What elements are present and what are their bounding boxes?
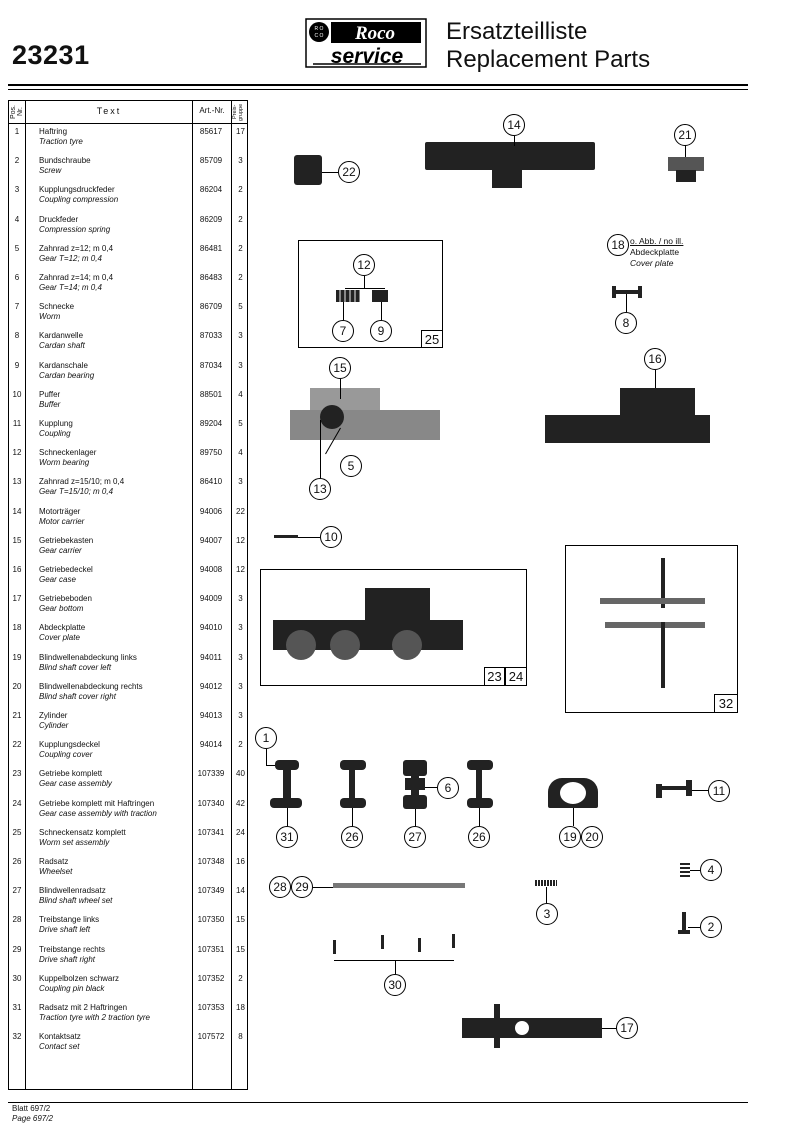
- part-position: 24: [12, 798, 22, 808]
- part-name-english: Worm set assembly: [39, 837, 110, 847]
- header-pos: Pos. Nr.: [10, 105, 24, 120]
- assembly-tag-32: 32: [714, 694, 738, 713]
- part-name-german: Getriebe komplett: [39, 769, 103, 779]
- table-row: [9, 649, 247, 678]
- header-art-nr: Art.-Nr.: [199, 106, 225, 115]
- gear-case-base: [545, 415, 710, 443]
- wheelset-26b-bottom: [467, 798, 493, 808]
- part-position: 32: [12, 1032, 22, 1042]
- part-name-german: Zahnrad z=12; m 0,4: [39, 243, 114, 253]
- part-position: 29: [12, 944, 22, 954]
- callout-3: 3: [536, 903, 558, 925]
- coupling-hook: [686, 780, 692, 796]
- price-group: 8: [238, 1032, 243, 1042]
- part-name-german: Getriebedeckel: [39, 565, 93, 574]
- callout-10: 10: [320, 526, 342, 548]
- cardan-bearing-part: [372, 290, 388, 302]
- article-number: 86410: [199, 477, 223, 487]
- coupling-cover-part: [294, 155, 322, 185]
- part-position: 3: [14, 185, 20, 195]
- price-group: 3: [238, 681, 243, 691]
- wheelset-26b-top: [467, 760, 493, 770]
- wheelset-31-bottom: [270, 798, 302, 808]
- price-group: 2: [238, 185, 243, 195]
- part-name-english: Gear T=15/10; m 0,4: [39, 487, 114, 497]
- assembly-tag-24: 24: [505, 667, 527, 686]
- price-group: 18: [236, 1003, 245, 1012]
- gear-carrier-part: [290, 410, 440, 440]
- part-name-german: Radsatz mit 2 Haftringen: [39, 1003, 128, 1012]
- price-group: 24: [236, 827, 245, 837]
- gear-assembly-top: [365, 588, 430, 622]
- part-name-german: Schneckensatz komplett: [39, 827, 126, 837]
- worm-part: [336, 290, 360, 302]
- article-number: 107341: [197, 827, 225, 837]
- part-position: 28: [12, 915, 22, 925]
- wheelset-31-top: [275, 760, 299, 770]
- part-name-english: Drive shaft left: [39, 925, 91, 935]
- part-name-german: Schneckenlager: [39, 448, 97, 458]
- callout-27: 27: [404, 826, 426, 848]
- part-position: 7: [14, 302, 20, 312]
- part-position: 22: [12, 740, 22, 750]
- part-position: 1: [14, 127, 20, 136]
- article-number: 87034: [199, 360, 223, 370]
- table-row: [9, 941, 247, 970]
- contact-set-vertical-2: [661, 622, 665, 688]
- table-row: [9, 240, 247, 269]
- callout-17: 17: [616, 1017, 638, 1039]
- part-name-english: Coupling: [39, 429, 71, 438]
- price-group: 2: [238, 273, 243, 282]
- roco-service-logo: [305, 18, 427, 68]
- table-row: [9, 561, 247, 590]
- parts-table: [8, 100, 248, 1090]
- article-number: 86204: [199, 185, 223, 195]
- table-row: [9, 619, 247, 648]
- table-row: [9, 152, 247, 181]
- part-name-english: Motor carrier: [39, 516, 85, 526]
- table-row: [9, 678, 247, 707]
- callout-8: 8: [615, 312, 637, 334]
- part-position: 10: [12, 389, 22, 399]
- table-header: [9, 101, 247, 124]
- table-row: [9, 503, 247, 532]
- price-group: 42: [236, 798, 245, 808]
- coupling-spring-part: [535, 880, 557, 886]
- price-group: 15: [236, 915, 245, 925]
- article-number: 89204: [199, 419, 223, 428]
- footer-rule: [8, 1102, 748, 1103]
- article-number: 107353: [197, 1003, 225, 1012]
- contact-set-bar-1: [600, 598, 705, 604]
- table-row: [9, 853, 247, 882]
- price-group: 15: [236, 944, 245, 954]
- screw-head: [678, 930, 690, 934]
- assembly-tag-25: 25: [421, 330, 443, 348]
- table-row: [9, 444, 247, 473]
- part-name-german: Zahnrad z=15/10; m 0,4: [39, 477, 125, 487]
- part-name-english: Wheelset: [39, 867, 73, 876]
- callout-26a: 26: [341, 826, 363, 848]
- part-name-german: Haftring: [39, 127, 68, 136]
- gear-assembly-wheel-3: [392, 630, 422, 660]
- article-number: 88501: [199, 389, 223, 399]
- table-row: [9, 298, 247, 327]
- cylinder-part: [668, 157, 704, 171]
- part-name-english: Coupling compression: [39, 195, 119, 205]
- wheelset-26a-top: [340, 760, 366, 770]
- table-row: [9, 327, 247, 356]
- gear-bottom-hole: [515, 1021, 529, 1035]
- title-german: Ersatzteilliste: [446, 18, 588, 45]
- part-name-german: Kontaktsatz: [39, 1032, 81, 1042]
- price-group: 2: [238, 740, 243, 750]
- coupling-pin-2: [381, 935, 384, 949]
- callout-7: 7: [332, 320, 354, 342]
- callout-13: 13: [309, 478, 331, 500]
- part-position: 20: [12, 681, 22, 691]
- part-position: 2: [14, 156, 20, 166]
- article-number: 94011: [200, 652, 222, 662]
- callout-26b: 26: [468, 826, 490, 848]
- table-row: [9, 532, 247, 561]
- part-name-english: Worm: [39, 312, 61, 322]
- table-row: [9, 590, 247, 619]
- callout-11: 11: [708, 780, 730, 802]
- header-rule-thin: [8, 89, 748, 90]
- buffer-part: [274, 535, 298, 538]
- callout-19: 19: [559, 826, 581, 848]
- article-number: 94009: [199, 594, 223, 604]
- table-row: [9, 882, 247, 911]
- callout-21: 21: [674, 124, 696, 146]
- callout-18: 18: [607, 234, 629, 256]
- table-row: [9, 999, 247, 1028]
- header-rule: [8, 84, 748, 86]
- article-number: 94007: [199, 535, 223, 545]
- screw-part: [682, 912, 686, 932]
- price-group: 2: [238, 973, 243, 983]
- article-number: 107339: [197, 769, 225, 779]
- header-price-group: Preis-gruppe: [232, 103, 244, 121]
- callout-29: 29: [291, 876, 313, 898]
- price-group: 12: [236, 535, 245, 545]
- article-number: 86709: [199, 302, 223, 312]
- price-group: 3: [238, 711, 243, 720]
- part-name-german: Blindwellenradsatz: [39, 886, 106, 896]
- price-group: 5: [238, 419, 243, 428]
- callout-30: 30: [384, 974, 406, 996]
- table-row: [9, 824, 247, 853]
- price-group: 3: [238, 331, 243, 341]
- part-position: 31: [12, 1003, 22, 1012]
- part-position: 30: [12, 973, 22, 983]
- article-number: 87033: [199, 331, 223, 341]
- part-position: 19: [12, 652, 22, 662]
- article-number: 107352: [197, 973, 225, 983]
- price-group: 3: [238, 360, 243, 370]
- assembly-tag-23: 23: [484, 667, 505, 686]
- part-name-english: Screw: [39, 166, 62, 176]
- part-name-german: Motorträger: [39, 506, 81, 516]
- part-name-english: Gear T=14; m 0,4: [39, 283, 102, 292]
- cardan-shaft-end-left: [612, 286, 616, 298]
- svg-text:Roco: Roco: [354, 23, 396, 44]
- part-position: 16: [12, 565, 22, 574]
- part-position: 5: [14, 243, 20, 253]
- svg-text:service: service: [330, 45, 404, 68]
- article-number: 94012: [199, 681, 223, 691]
- callout-16: 16: [644, 348, 666, 370]
- part-position: 23: [12, 769, 22, 779]
- part-name-english: Worm bearing: [39, 458, 90, 468]
- title-english: Replacement Parts: [446, 46, 651, 73]
- article-number: 107340: [197, 798, 225, 808]
- gear-assembly-wheel-1: [286, 630, 316, 660]
- table-row: [9, 181, 247, 210]
- part-name-german: Getriebe komplett mit Haftringen: [39, 798, 155, 808]
- price-group: 17: [236, 127, 245, 136]
- gear-13-part: [320, 405, 344, 429]
- part-position: 8: [14, 331, 20, 341]
- contact-set-frame: [565, 545, 738, 713]
- part-name-english: Gear case assembly with traction: [39, 808, 157, 818]
- article-number: 107349: [197, 886, 225, 896]
- part-name-english: Compression spring: [39, 224, 111, 234]
- model-number: 23231: [12, 40, 90, 70]
- table-row: [9, 473, 247, 502]
- part-position: 25: [12, 827, 22, 837]
- part-position: 18: [12, 623, 22, 633]
- table-row: [9, 707, 247, 736]
- cardan-shaft-end-right: [638, 286, 642, 298]
- sheet-number: Blatt 697/2: [12, 1104, 51, 1113]
- article-number: 86483: [199, 273, 223, 282]
- price-group: 40: [236, 769, 245, 779]
- price-group: 3: [238, 652, 243, 662]
- price-group: 3: [238, 623, 243, 633]
- article-number: 107350: [197, 915, 225, 925]
- part-name-english: Contact set: [39, 1042, 80, 1052]
- header-text: Text: [96, 106, 122, 116]
- table-row: [9, 911, 247, 940]
- article-number: 94013: [199, 711, 223, 720]
- article-number: 94014: [199, 740, 223, 750]
- part-name-english: Gear case: [39, 575, 76, 584]
- price-group: 3: [238, 156, 243, 166]
- svg-text:R O: R O: [314, 26, 324, 32]
- part-name-english: Gear carrier: [39, 545, 82, 555]
- callout-4: 4: [700, 859, 722, 881]
- article-number: 86209: [199, 214, 223, 224]
- part-name-english: Coupling pin black: [39, 983, 105, 993]
- price-group: 3: [238, 477, 243, 487]
- part-name-english: Cover plate: [39, 633, 80, 643]
- blind-wheelset-27-bottom: [403, 795, 427, 809]
- part-name-german: Getriebekasten: [39, 535, 94, 545]
- part-position: 6: [14, 273, 20, 282]
- part-name-english: Blind shaft cover right: [39, 691, 116, 701]
- callout-22: 22: [338, 161, 360, 183]
- cover-plate-note: o. Abb. / no ill. Abdeckplatte Cover plate: [630, 236, 684, 268]
- part-name-german: Kardanschale: [39, 360, 88, 370]
- part-position: 4: [14, 214, 20, 224]
- table-row: [9, 765, 247, 794]
- callout-1: 1: [255, 727, 277, 749]
- contact-set-bar-2: [605, 622, 705, 628]
- part-name-english: Cardan shaft: [39, 341, 85, 351]
- price-group: 3: [238, 594, 243, 604]
- wheelset-26a-bottom: [340, 798, 366, 808]
- part-name-german: Radsatz: [39, 857, 69, 866]
- article-number: 85617: [199, 127, 223, 136]
- part-name-german: Abdeckplatte: [39, 623, 86, 633]
- part-name-german: Kupplungsdruckfeder: [39, 185, 115, 195]
- motor-carrier-foot: [492, 168, 522, 188]
- callout-14: 14: [503, 114, 525, 136]
- coupling-pin-1: [333, 940, 336, 954]
- blind-wheelset-27-gear: [405, 778, 425, 790]
- part-name-english: Cardan bearing: [39, 370, 95, 380]
- part-name-english: Coupling cover: [39, 750, 93, 760]
- part-name-german: Blindwellenabdeckung links: [39, 652, 137, 662]
- callout-12: 12: [353, 254, 375, 276]
- part-position: 12: [12, 448, 22, 458]
- blind-shaft-cover-hole: [560, 782, 586, 804]
- article-number: 85709: [199, 156, 223, 166]
- price-group: 16: [236, 857, 245, 866]
- article-number: 89750: [199, 448, 223, 458]
- part-name-german: Kuppelbolzen schwarz: [39, 973, 120, 983]
- part-position: 15: [12, 535, 22, 545]
- price-group: 2: [238, 214, 243, 224]
- page-number: Page 697/2: [12, 1114, 53, 1123]
- gear-bottom-part: [462, 1018, 602, 1038]
- part-name-english: Gear bottom: [39, 604, 84, 614]
- article-number: 94006: [199, 506, 223, 516]
- callout-31: 31: [276, 826, 298, 848]
- article-number: 107351: [197, 944, 225, 954]
- part-name-english: Drive shaft right: [39, 954, 96, 964]
- blind-wheelset-27-top: [403, 760, 427, 776]
- part-position: 13: [12, 477, 22, 487]
- callout-20: 20: [581, 826, 603, 848]
- coupling-pin-3: [418, 938, 421, 952]
- table-row: [9, 211, 247, 240]
- part-name-german: Bundschraube: [39, 156, 91, 166]
- price-group: 5: [238, 302, 243, 312]
- part-name-english: Traction tyre: [39, 137, 83, 146]
- callout-9: 9: [370, 320, 392, 342]
- article-number: 86481: [199, 243, 223, 253]
- part-name-english: Blind shaft cover left: [39, 662, 112, 672]
- article-number: 94008: [199, 565, 223, 574]
- callout-2: 2: [700, 916, 722, 938]
- table-row: [9, 970, 247, 999]
- svg-text:C O: C O: [314, 33, 324, 39]
- part-position: 17: [12, 594, 22, 604]
- part-name-german: Puffer: [39, 389, 61, 399]
- part-name-german: Zahnrad z=14; m 0,4: [39, 273, 114, 282]
- callout-5: 5: [340, 455, 362, 477]
- coupling-end: [656, 784, 662, 798]
- motor-carrier-part: [425, 142, 595, 170]
- part-name-german: Treibstange rechts: [39, 944, 105, 954]
- part-name-german: Treibstange links: [39, 915, 100, 925]
- part-position: 14: [12, 506, 22, 516]
- compression-spring-part: [680, 863, 690, 877]
- article-number: 107348: [197, 857, 225, 866]
- part-position: 27: [12, 886, 22, 896]
- part-name-german: Kardanwelle: [39, 331, 84, 341]
- table-row: [9, 123, 247, 152]
- part-name-german: Blindwellenabdeckung rechts: [39, 681, 143, 691]
- gear-case-part: [620, 388, 695, 418]
- callout-28: 28: [269, 876, 291, 898]
- price-group: 22: [236, 506, 245, 516]
- drive-shaft-part: [333, 883, 465, 888]
- article-number: 94010: [199, 623, 223, 633]
- part-name-english: Gear T=12; m 0,4: [39, 253, 102, 263]
- table-row: [9, 269, 247, 298]
- part-name-english: Cylinder: [39, 721, 69, 730]
- cardan-shaft-part: [614, 290, 640, 294]
- price-group: 4: [238, 389, 243, 399]
- part-name-english: Traction tyre with 2 traction tyre: [39, 1013, 150, 1022]
- table-row: [9, 1028, 247, 1057]
- article-number: 107572: [197, 1032, 225, 1042]
- callout-15: 15: [329, 357, 351, 379]
- price-group: 4: [238, 448, 243, 458]
- table-row: [9, 415, 247, 444]
- part-name-german: Kupplungsdeckel: [39, 740, 100, 750]
- table-row: [9, 357, 247, 386]
- price-group: 14: [236, 886, 245, 896]
- price-group: 2: [238, 243, 243, 253]
- part-name-english: Blind shaft wheel set: [39, 896, 113, 906]
- part-position: 11: [12, 419, 22, 428]
- part-position: 9: [14, 360, 20, 370]
- part-name-german: Druckfeder: [39, 214, 79, 224]
- part-name-german: Schnecke: [39, 302, 75, 312]
- part-name-english: Gear case assembly: [39, 779, 112, 789]
- part-name-german: Kupplung: [39, 419, 73, 428]
- gear-assembly-wheel-2: [330, 630, 360, 660]
- table-row: [9, 736, 247, 765]
- gear-bottom-post: [494, 1004, 500, 1048]
- price-group: 12: [236, 565, 245, 574]
- cylinder-base: [676, 170, 696, 182]
- part-position: 21: [12, 711, 22, 720]
- part-position: 26: [12, 857, 22, 866]
- part-name-english: Buffer: [39, 399, 61, 409]
- table-row: [9, 386, 247, 415]
- gear-carrier-top: [310, 388, 380, 410]
- callout-6: 6: [437, 777, 459, 799]
- coupling-pin-4: [452, 934, 455, 948]
- part-name-german: Getriebeboden: [39, 594, 92, 604]
- part-name-german: Zylinder: [39, 711, 68, 720]
- table-row: [9, 795, 247, 824]
